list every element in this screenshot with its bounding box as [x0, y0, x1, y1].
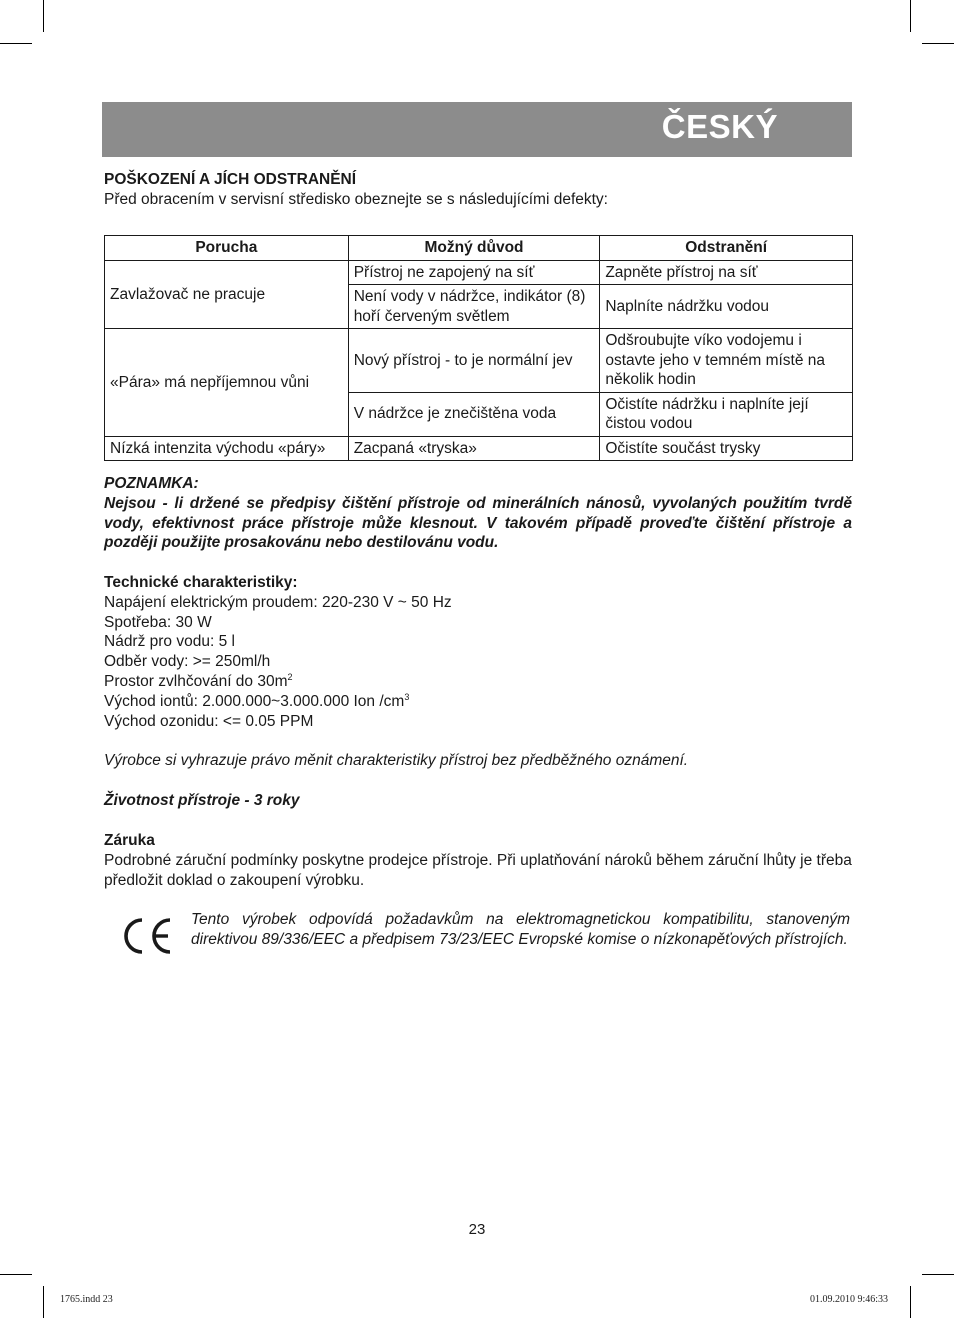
page-number: 23 [468, 1221, 486, 1238]
table-header-row [105, 236, 853, 261]
print-slug-file: 1765.indd 23 [60, 1294, 113, 1305]
crop-mark [910, 0, 911, 32]
note-block [104, 474, 852, 553]
specs-title: Technické charakteristiky: [104, 574, 298, 591]
spec-area [104, 672, 852, 692]
table-row [105, 260, 853, 285]
print-slug-timestamp: 01.09.2010 9:46:33 [809, 1294, 888, 1305]
column-header-fault: Porucha [105, 236, 349, 261]
spec-area-sup: 2 [287, 671, 293, 682]
table-row [105, 436, 853, 461]
spec-tank: Nádrž pro vodu: 5 l [104, 633, 235, 651]
cause-cell: Není vody v nádržce, indikátor (8) hoří červeným světlem [348, 285, 600, 329]
remedy-cell: Odšroubujte víko vodojemu i ostavte jeho v temném místě na několik hodin [600, 329, 853, 393]
crop-mark [922, 1274, 954, 1275]
spec-ions-sup: 3 [404, 691, 410, 702]
specifications-block [104, 573, 852, 890]
note-text: Nejsou - li držené se předpisy čištění přístroje od minerálních nánosů, vyvolaných použitím tvrdě vody, efektivnost práce přístroje může klesnout. V takovém případě proveďte čištění přístroje a později použijte prosakovánu nebo destilovánu vodu. [104, 494, 852, 552]
language-header-bar [102, 102, 852, 157]
crop-mark [43, 0, 44, 32]
intro-block [104, 170, 850, 210]
spec-ions-text: Východ iontů: 2.000.000~3.000.000 Ion /cm [104, 692, 405, 710]
section-intro: Před obracením v servisní středisko obeznejte se s následujícími defekty: [104, 190, 608, 208]
spec-ozone: Východ ozonidu: <= 0.05 PPM [104, 712, 314, 730]
spec-ions [104, 692, 852, 712]
column-header-remedy: Odstranění [600, 236, 853, 261]
remedy-cell: Naplníte nádržku vodou [600, 285, 853, 329]
spec-water-output: Odběr vody: >= 250ml/h [104, 653, 271, 671]
fault-cell: Nízká intenzita východu «páry» [105, 436, 349, 461]
cause-cell: V nádržce je znečištěna voda [348, 392, 600, 436]
column-header-cause: Možný důvod [348, 236, 600, 261]
lifetime-note: Životnost přístroje - 3 roky [104, 792, 300, 810]
remedy-cell: Zapněte přístroj na síť [600, 260, 853, 285]
warranty-title: Záruka [104, 831, 155, 849]
fault-cell: Zavlažovač ne pracuje [105, 260, 349, 329]
crop-mark [0, 43, 32, 44]
warranty-text: Podrobné záruční podmínky poskytne prodejce přístroje. Při uplatňování nároků během záruční lhůty je třeba předložit doklad o zakoupení výrobku. [104, 851, 852, 889]
crop-mark [910, 1286, 911, 1318]
remedy-cell: Očistíte nádržku i naplníte její čistou vodou [600, 392, 853, 436]
fault-cell: «Pára» má nepříjemnou vůni [105, 329, 349, 437]
troubleshooting-table [104, 235, 853, 461]
note-title: POZNAMKA: [104, 475, 199, 492]
cause-cell: Přístroj ne zapojený na síť [348, 260, 600, 285]
spec-power-supply: Napájení elektrickým proudem: 220-230 V ~ 50 Hz [104, 593, 452, 611]
cause-cell: Zacpaná «tryska» [348, 436, 600, 461]
language-title: ČESKÝ [661, 108, 778, 145]
cause-cell: Nový přístroj - to je normální jev [348, 329, 600, 393]
table-row [105, 329, 853, 393]
manufacturer-note: Výrobce si vyhrazuje právo měnit charakteristiky přístroj bez předběžného oznámení. [104, 752, 689, 770]
remedy-cell: Očistíte součást trysky [600, 436, 853, 461]
crop-mark [922, 43, 954, 44]
crop-mark [0, 1274, 32, 1275]
ce-mark-icon [120, 916, 174, 956]
section-heading: POŠKOZENÍ A JÍCH ODSTRANĚNÍ [104, 171, 357, 188]
spec-area-text: Prostor zvlhčování do 30m [104, 672, 288, 690]
spec-consumption: Spotřeba: 30 W [104, 613, 212, 631]
crop-mark [43, 1286, 44, 1318]
ce-compliance-text: Tento výrobek odpovídá požadavkům na elektromagnetickou kompatibilitu, stanoveným direktivou 89/336/EEC a předpisem 73/23/EEC Evropské komise o nízkonapěťových přístrojích. [191, 911, 850, 948]
